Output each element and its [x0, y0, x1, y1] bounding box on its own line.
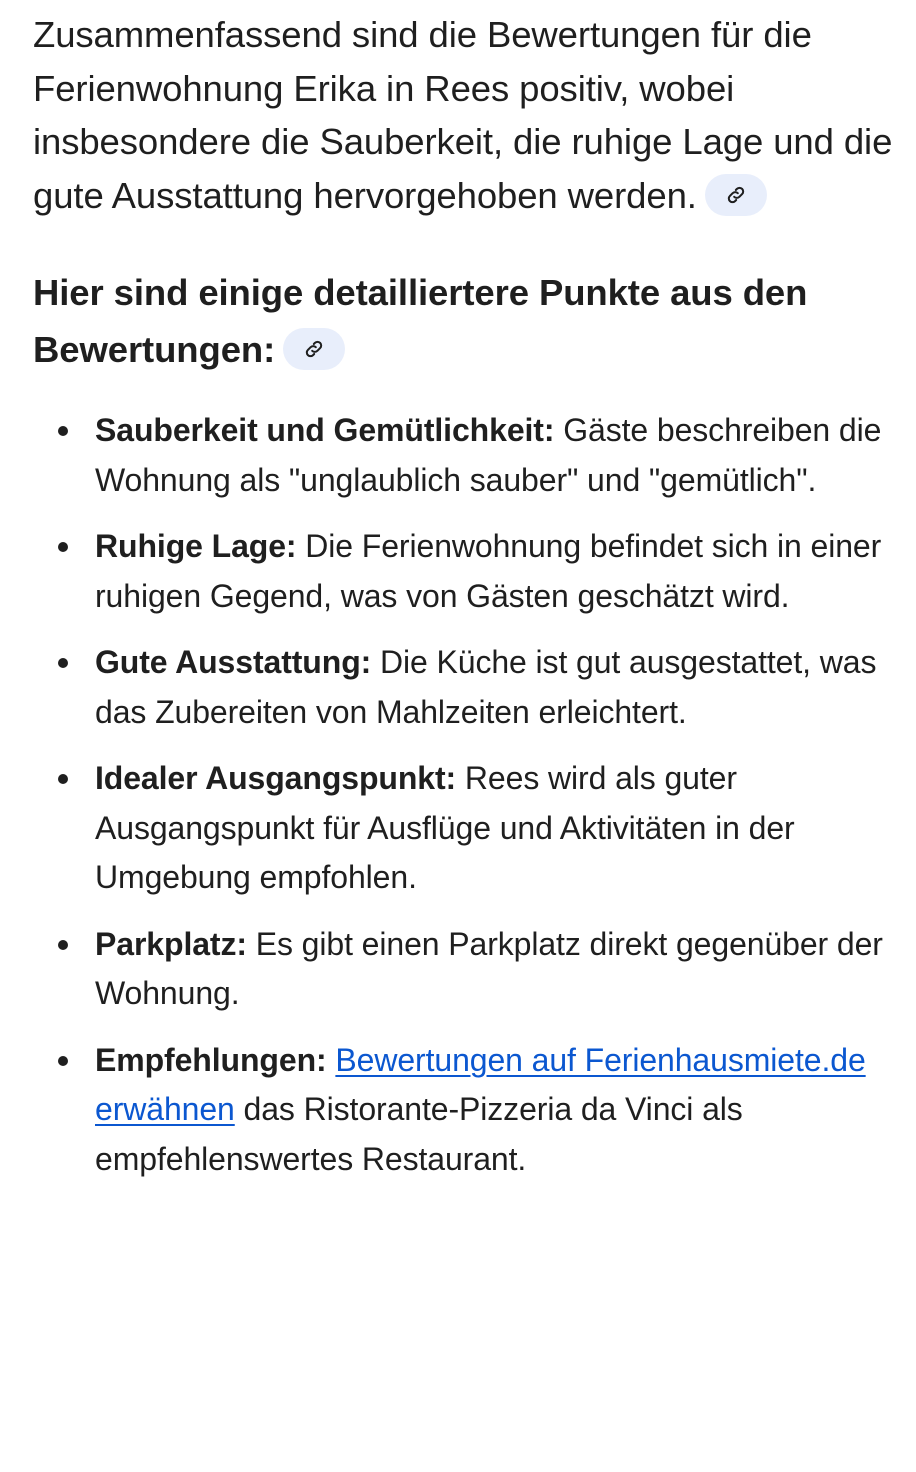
list-item-parkplatz: [33, 920, 893, 1019]
list-item-text: Die Küche ist gut ausgestattet, was das Zubereiten von Mahlzeiten erleichtert.: [95, 644, 877, 730]
list-item-label: Ruhige Lage:: [95, 528, 297, 564]
list-item-text: Die Ferienwohnung befindet sich in einer ruhigen Gegend, was von Gästen geschätzt wird.: [95, 528, 882, 614]
list-item-text: Es gibt einen Parkplatz direkt gegenüber der Wohnung.: [95, 925, 883, 1011]
citation-chip-summary[interactable]: [705, 174, 767, 216]
list-item-text: Gäste beschreiben die Wohnung als "unglaublich sauber" und "gemütlich".: [95, 412, 882, 498]
list-item-sauberkeit: [33, 406, 893, 505]
response-content: [33, 8, 893, 1201]
summary-paragraph: [33, 8, 893, 222]
details-heading: [33, 264, 893, 378]
list-item-lage: [33, 522, 893, 621]
details-heading-text: Hier sind einige detailliertere Punkte aus den Bewertungen:: [33, 272, 808, 370]
list-item-label: Sauberkeit und Gemütlichkeit:: [95, 412, 555, 448]
ferienhausmiete-link[interactable]: Bewertungen auf Ferienhausmiete.de erwähnen: [95, 1041, 866, 1127]
list-item-label: Empfehlungen:: [95, 1041, 327, 1078]
list-item-label: Gute Ausstattung:: [95, 644, 372, 680]
list-item-label: Parkplatz:: [95, 925, 247, 962]
citation-chip-heading[interactable]: [283, 328, 345, 370]
link-icon: [303, 338, 325, 360]
summary-text: Zusammenfassend sind die Bewertungen für die Ferienwohnung Erika in Rees positiv, wobei insbesondere die Sauberkeit, die ruhige Lage und die gute Ausstattung hervorgehoben werden.: [33, 14, 893, 216]
link-icon: [725, 184, 747, 206]
list-item-text: das Ristorante-Pizzeria da Vinci als empfehlenswertes Restaurant.: [95, 1091, 743, 1177]
list-item-text: Rees wird als guter Ausgangspunkt für Ausflüge und Aktivitäten in der Umgebung empfohlen.: [95, 760, 795, 895]
list-item-empfehlungen: [33, 1036, 893, 1185]
list-item-ausstattung: [33, 638, 893, 737]
list-item-ausgangspunkt: [33, 754, 893, 903]
details-list: [33, 406, 893, 1184]
list-item-label: Idealer Ausgangspunkt:: [95, 760, 457, 796]
